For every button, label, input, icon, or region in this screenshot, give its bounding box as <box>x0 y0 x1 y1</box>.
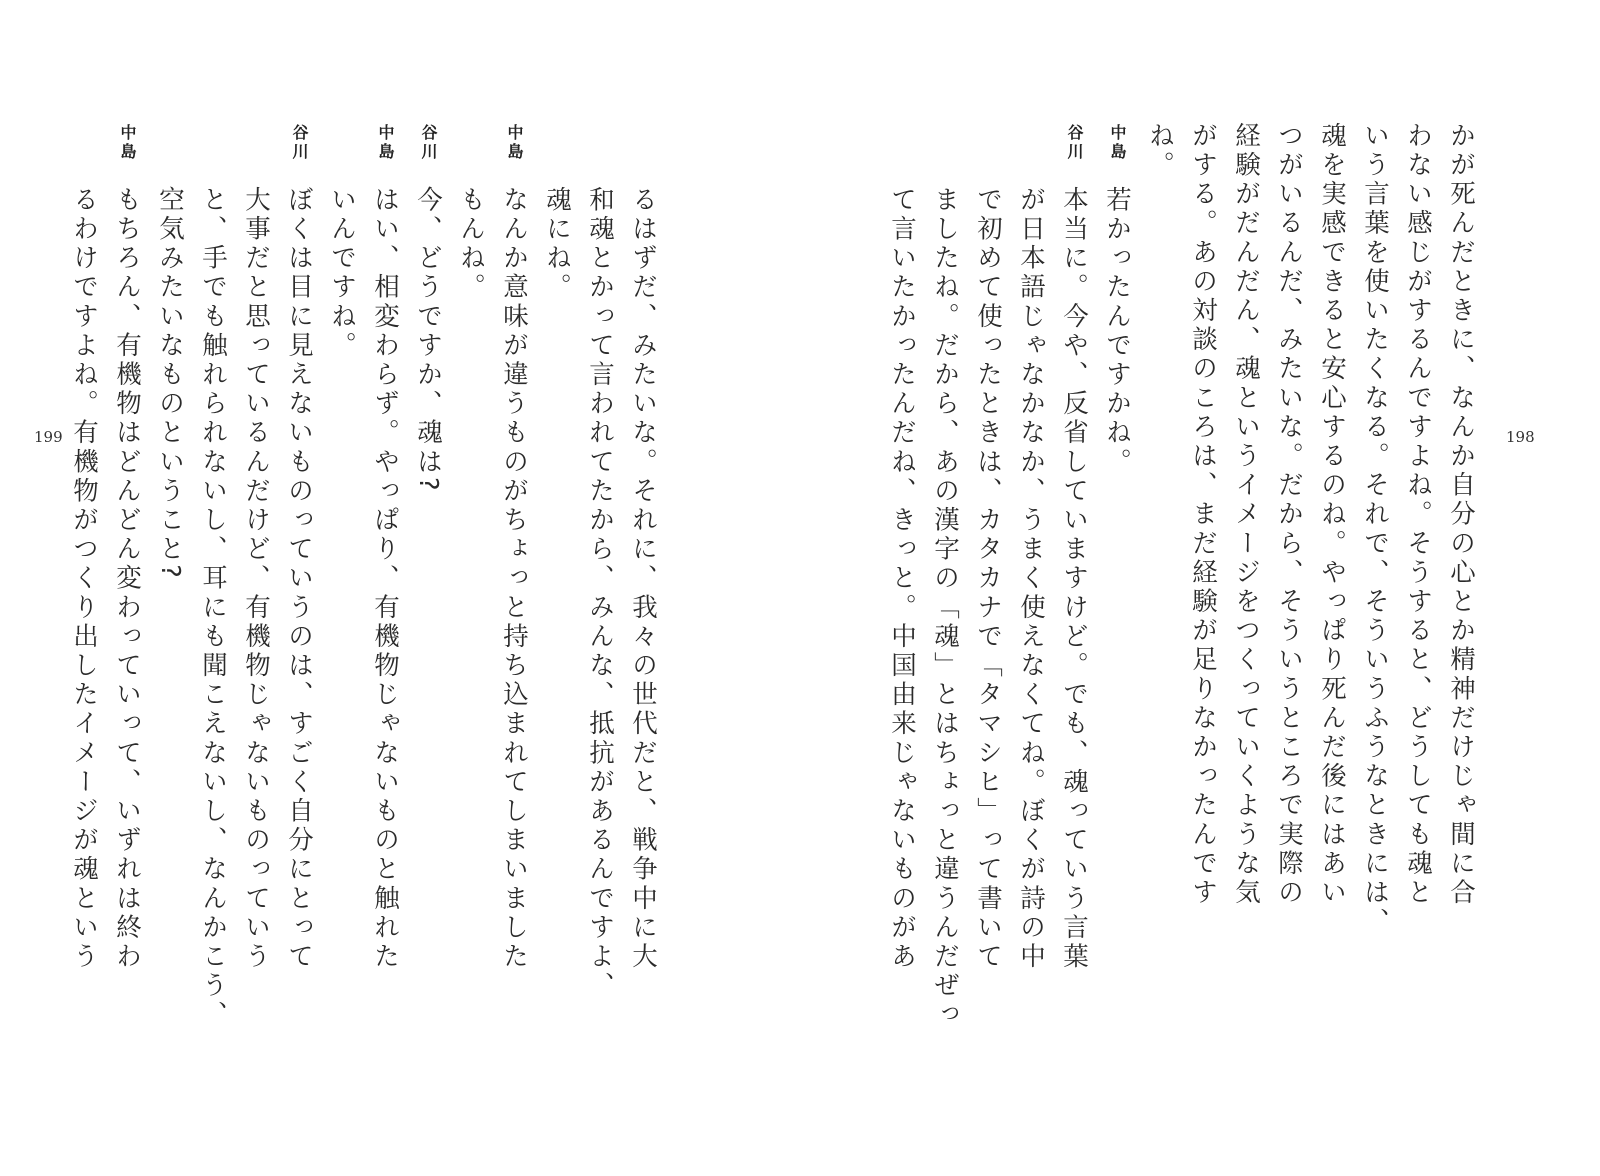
speaker-label: 中島 <box>376 124 395 162</box>
text-line: 空気みたいなものということ? <box>155 186 185 582</box>
text-line: 和魂とかって言われてたから、みんな、抵抗があるんですよ、 <box>585 186 615 1001</box>
text-line: もちろん、有機物はどんどん変わっていって、いずれは終わ <box>112 186 142 972</box>
speaker-label: 谷川 <box>419 124 438 162</box>
text-line: ね。 <box>1145 122 1175 181</box>
right-page <box>800 0 1600 1176</box>
text-line: 本当に。今や、反省していますけど。でも、魂っていう言葉 <box>1059 186 1089 972</box>
text-line: 魂にね。 <box>542 186 572 303</box>
speaker-label: 中島 <box>1108 124 1127 162</box>
speaker-label: 谷川 <box>1065 124 1084 162</box>
text-line: と、手でも触れられないし、耳にも聞こえないし、なんかこう、 <box>198 186 228 1030</box>
text-line: もんね。 <box>456 186 486 303</box>
text-line: いんですね。 <box>327 186 357 361</box>
text-line: かが死んだときに、なんか自分の心とか精神だけじゃ間に合 <box>1446 122 1476 908</box>
text-line: わない感じがするんですよね。そうすると、どうしても魂と <box>1403 122 1433 908</box>
page-number-left: 199 <box>34 428 63 446</box>
text-line: ぼくは目に見えないものっていうのは、すごく自分にとって <box>284 186 314 972</box>
text-line: で初めて使ったときは、カタカナで「タマシヒ」って書いて <box>973 186 1003 972</box>
text-line: て言いたかったんだね、きっと。中国由来じゃないものがあ <box>887 186 917 972</box>
text-line: 今、どうですか、魂は? <box>413 186 443 495</box>
speaker-label: 中島 <box>505 124 524 162</box>
text-line: がする。あの対談のころは、まだ経験が足りなかったんです <box>1188 122 1218 908</box>
text-line: つがいるんだ、みたいな。だから、そういうところで実際の <box>1274 122 1304 908</box>
text-line: いう言葉を使いたくなる。それで、そういうふうなときには、 <box>1360 122 1390 937</box>
text-line: るはずだ、みたいな。それに、我々の世代だと、戦争中に大 <box>628 186 658 972</box>
speaker-label: 谷川 <box>290 124 309 162</box>
text-line: が日本語じゃなかなか、うまく使えなくてね。ぼくが詩の中 <box>1016 186 1046 972</box>
text-line: 魂を実感できると安心するのね。やっぱり死んだ後にはあい <box>1317 122 1347 908</box>
text-line: なんか意味が違うものがちょっと持ち込まれてしまいました <box>499 186 529 972</box>
text-line: るわけですよね。有機物がつくり出したイメージが魂という <box>69 186 99 972</box>
text-line: 大事だと思っているんだけど、有機物じゃないものっていう <box>241 186 271 972</box>
speaker-label: 中島 <box>118 124 137 162</box>
text-line: 経験がだんだん、魂というイメージをつくっていくような気 <box>1231 122 1261 908</box>
text-line: 若かったんですかね。 <box>1102 186 1132 477</box>
text-line: はい、相変わらず。やっぱり、有機物じゃないものと触れた <box>370 186 400 972</box>
page-number-right: 198 <box>1506 428 1535 446</box>
text-line: ましたね。だから、あの漢字の「魂」とはちょっと違うんだぜっ <box>930 186 960 1030</box>
